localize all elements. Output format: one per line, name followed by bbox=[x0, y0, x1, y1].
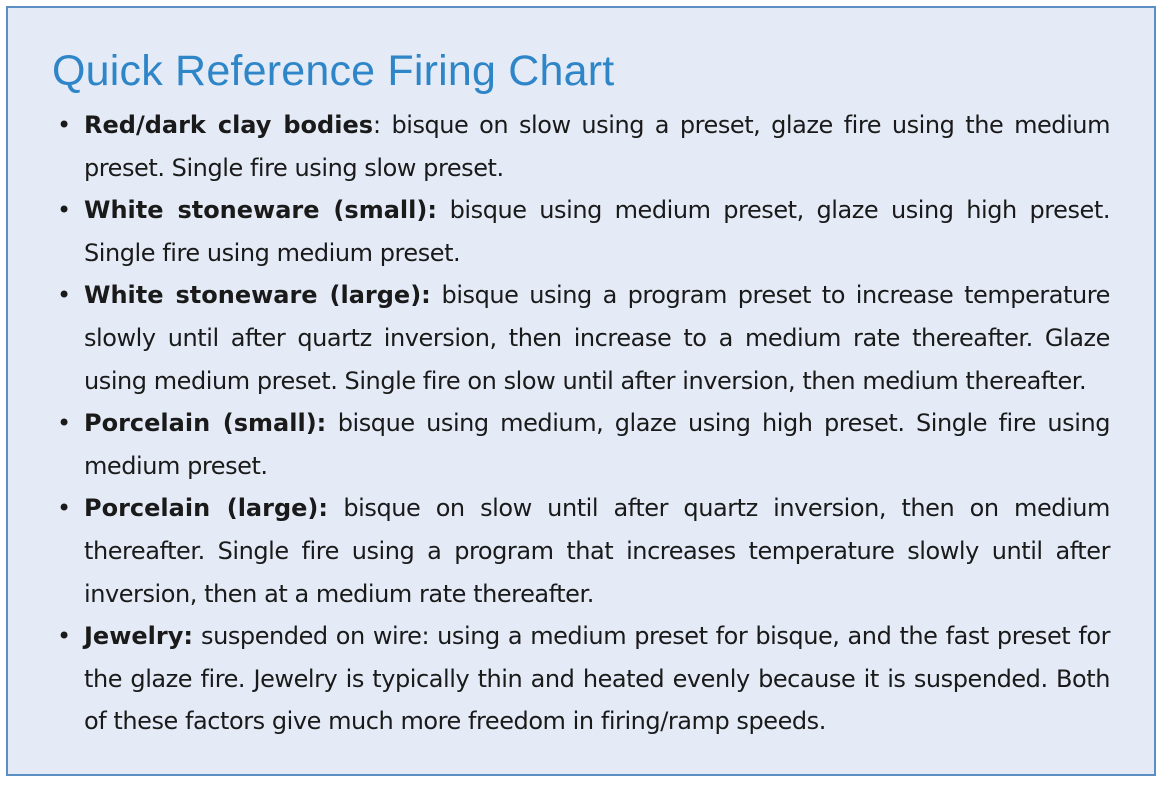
firing-list bbox=[52, 104, 1110, 743]
list-item-jewelry bbox=[52, 615, 1110, 743]
list-item-red-dark-clay bbox=[52, 104, 1110, 189]
item-term: White stoneware (small): bbox=[84, 196, 437, 225]
item-term: Red/dark clay bodies bbox=[84, 111, 374, 139]
bullet-icon: • bbox=[57, 111, 72, 139]
list-item-white-stoneware-large bbox=[52, 274, 1110, 402]
bullet-icon: • bbox=[57, 622, 72, 651]
item-term: White stoneware (large): bbox=[84, 281, 431, 310]
item-term: Porcelain (small): bbox=[84, 409, 327, 438]
bullet-icon: • bbox=[57, 281, 72, 310]
bullet-icon: • bbox=[57, 409, 72, 438]
list-item-porcelain-large bbox=[52, 487, 1110, 615]
firing-chart-panel bbox=[6, 6, 1156, 776]
chart-title: Quick Reference Firing Chart bbox=[52, 47, 615, 95]
list-item-white-stoneware-small bbox=[52, 189, 1110, 274]
bullet-icon: • bbox=[57, 494, 72, 523]
item-description: bisque on slow until after quartz inversion, then on medium thereafter. Single fire using a program that increases temperature slowly until after inversion, then at a medium rate thereafter. bbox=[84, 494, 1110, 608]
item-term: Porcelain (large): bbox=[84, 494, 328, 523]
list-item-porcelain-small bbox=[52, 402, 1110, 487]
item-description: bisque using medium, glaze using high preset. Single fire using medium preset. bbox=[84, 409, 1110, 480]
item-term: Jewelry: bbox=[84, 622, 193, 651]
item-description: bisque using a program preset to increase temperature slowly until after quartz inversion, then increase to a medium rate thereafter. Glaze using medium preset. Single fire on slow until after inversion, then medium thereafter. bbox=[84, 281, 1110, 395]
item-description: : bisque on slow using a preset, glaze fire using the medium preset. Single fire using slow preset. bbox=[84, 111, 1111, 182]
item-description: suspended on wire: using a medium preset for bisque, and the fast preset for the glaze fire. Jewelry is typically thin and heated evenly because it is suspended. Both of these factors give much more freedom in firing/ramp speeds. bbox=[84, 622, 1110, 736]
item-description: bisque using medium preset, glaze using high preset. Single fire using medium preset. bbox=[84, 196, 1111, 267]
bullet-icon: • bbox=[57, 196, 72, 225]
